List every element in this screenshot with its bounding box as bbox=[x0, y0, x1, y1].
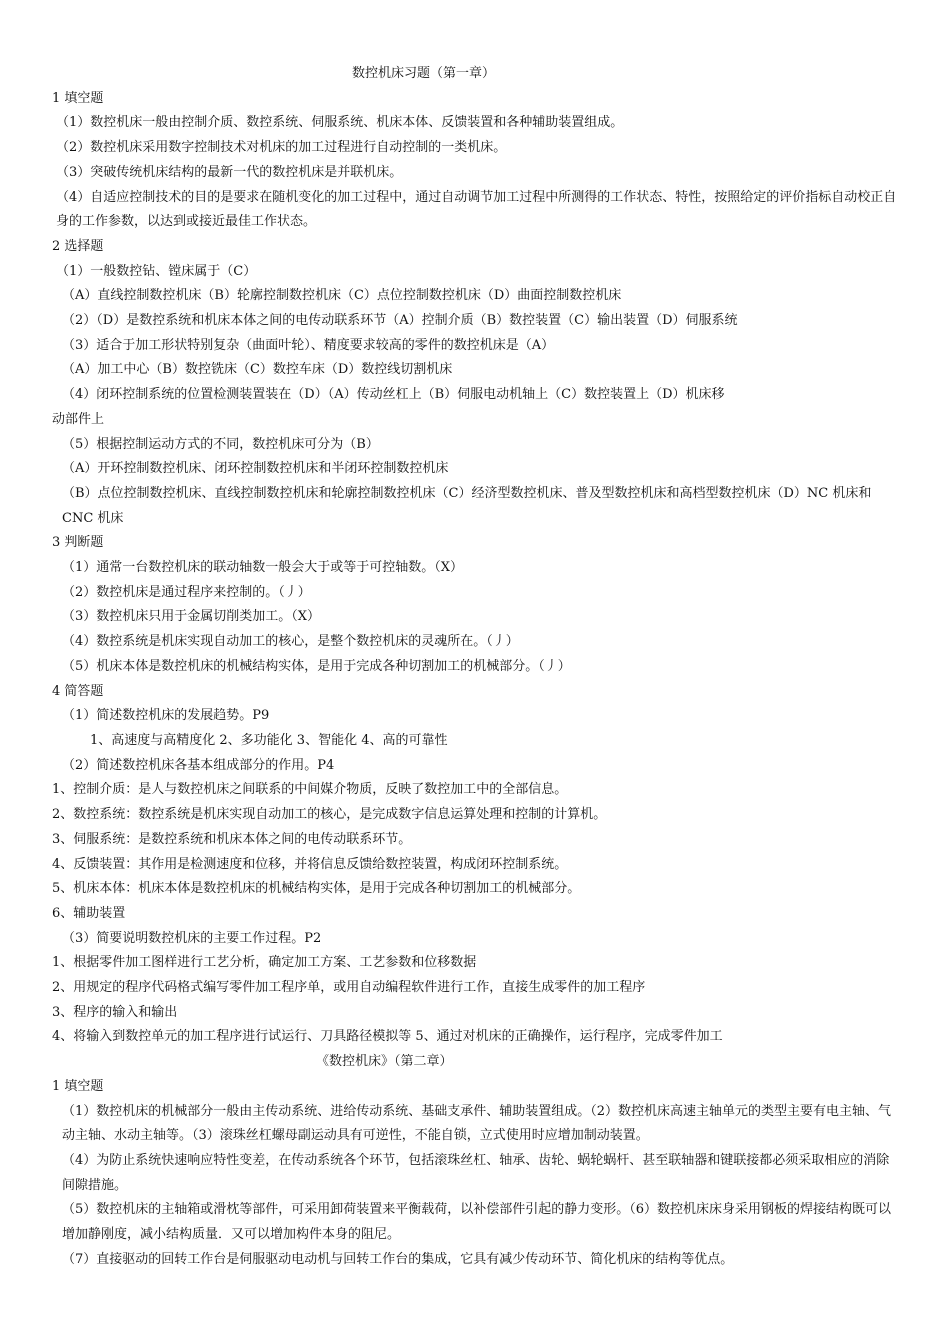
section-heading-fill-blank: 1 填空题 bbox=[52, 90, 104, 106]
paragraph-text: （7）直接驱动的回转工作台是伺服驱动电动机与回转工作台的集成，它具有减少传动环节、简化机床的结构等优点。 bbox=[62, 1251, 734, 1267]
answer-text: 2、用规定的程序代码格式编写零件加工程序单，或用自动编程软件进行工作，直接生成零件的加工程序 bbox=[52, 980, 646, 996]
answer-text: 1、根据零件加工图样进行工艺分析，确定加工方案、工艺参数和位移数据 bbox=[52, 955, 477, 971]
chapter1-title: 数控机床习题（第一章） bbox=[352, 66, 496, 81]
answer-text: 6、辅助装置 bbox=[52, 905, 126, 921]
section-heading-true-false: 3 判断题 bbox=[52, 535, 104, 551]
section-heading-fill-blank: 1 填空题 bbox=[52, 1078, 104, 1094]
answer-text: 3、伺服系统：是数控系统和机床本体之间的电传动联系环节。 bbox=[52, 831, 412, 847]
question-text: （1）通常一台数控机床的联动轴数一般会大于或等于可控轴数。（X） bbox=[62, 560, 464, 576]
paragraph-text: （4）为防止系统快速响应特性变差，在传动系统各个环节，包括滚珠丝杠、轴承、齿轮、蜗轮蜗杆、甚至联轴器和键联接都必须采取相应的消除间隙措施。 bbox=[62, 1152, 890, 1193]
answer-text: 4、反馈装置：其作用是检测速度和位移，并将信息反馈给数控装置，构成闭环控制系统。 bbox=[52, 856, 568, 872]
question-text: （4）自适应控制技术的目的是要求在随机变化的加工过程中，通过自动调节加工过程中所测得的工作状态、特性，按照给定的评价指标自动校正自身的工作参数，以达到或接近最佳工作状态。 bbox=[56, 189, 897, 230]
question-text: （1）简述数控机床的发展趋势。P9 bbox=[62, 708, 270, 724]
paragraph-text: （5）数控机床的主轴箱或滑枕等部件，可采用卸荷装置来平衡载荷，以补偿部件引起的静力变形。（6）数控机床床身采用钢板的焊接结构既可以增加静刚度，减小结构质量．又可以增加构件本身的阻尼。 bbox=[62, 1202, 892, 1243]
answer-text: 1、控制介质：是人与数控机床之间联系的中间媒介物质，反映了数控加工中的全部信息。 bbox=[52, 782, 568, 798]
question-options: （A）开环控制数控机床、闭环控制数控机床和半闭环控制数控机床 bbox=[62, 461, 449, 477]
question-text: （5）机床本体是数控机床的机械结构实体，是用于完成各种切割加工的机械部分。（丿） bbox=[62, 658, 571, 674]
question-text: （4）闭环控制系统的位置检测装置装在（D）（A）传动丝杠上（B）伺服电动机轴上（C）数控装置上（D）机床移 bbox=[62, 387, 725, 403]
paragraph-text: （1）数控机床的机械部分一般由主传动系统、进给传动系统、基础支承件、辅助装置组成。（2）数控机床高速主轴单元的类型主要有电主轴、气动主轴、水动主轴等。（3）滚珠丝杠螺母副运动具有可逆性，不能自锁，立式使用时应增加制动装置。 bbox=[62, 1103, 892, 1144]
question-text: （2）简述数控机床各基本组成部分的作用。P4 bbox=[62, 757, 335, 773]
question-text: （4）数控系统是机床实现自动加工的核心，是整个数控机床的灵魂所在。（丿） bbox=[62, 634, 519, 650]
document-body bbox=[52, 62, 902, 1272]
question-options: （A）加工中心（B）数控铣床（C）数控车床（D）数控线切割机床 bbox=[62, 362, 453, 378]
question-options: （B）点位控制数控机床、直线控制数控机床和轮廓控制数控机床（C）经济型数控机床、普及型数控机床和高档型数控机床（D）NC 机床和 CNC 机床 bbox=[62, 485, 872, 526]
section-heading-short-answer: 4 简答题 bbox=[52, 683, 104, 699]
chapter2-title: 《数控机床》（第二章） bbox=[316, 1054, 453, 1070]
question-text: （3）适合于加工形状特别复杂（曲面叶轮）、精度要求较高的零件的数控机床是（A） bbox=[62, 337, 555, 353]
answer-text: 5、机床本体：机床本体是数控机床的机械结构实体，是用于完成各种切割加工的机械部分。 bbox=[52, 881, 581, 897]
question-text-continued: 动部件上 bbox=[52, 411, 105, 427]
question-text: （2）数控机床是通过程序来控制的。（丿） bbox=[62, 584, 311, 600]
answer-text: 1、高速度与高精度化 2、多功能化 3、智能化 4、高的可靠性 bbox=[90, 732, 448, 748]
question-text: （2）（D）是数控系统和机床本体之间的电传动联系环节（A）控制介质（B）数控装置（C）输出装置（D）伺服系统 bbox=[62, 313, 738, 329]
question-text: （1）一般数控钻、镗床属于（C） bbox=[56, 263, 257, 279]
question-text: （3）简要说明数控机床的主要工作过程。P2 bbox=[62, 930, 322, 946]
question-text: （3）数控机床只用于金属切削类加工。（X） bbox=[62, 609, 321, 625]
answer-text: 4、将输入到数控单元的加工程序进行试运行、刀具路径模拟等 5、通过对机床的正确操作，运行程序，完成零件加工 bbox=[52, 1029, 723, 1045]
question-text: （3）突破传统机床结构的最新一代的数控机床是并联机床。 bbox=[56, 164, 403, 180]
question-text: （2）数控机床采用数字控制技术对机床的加工过程进行自动控制的一类机床。 bbox=[56, 140, 507, 156]
question-options: （A）直线控制数控机床（B）轮廓控制数控机床（C）点位控制数控机床（D）曲面控制数控机床 bbox=[62, 288, 622, 304]
question-text: （1）数控机床一般由控制介质、数控系统、伺服系统、机床本体、反馈装置和各种辅助装置组成。 bbox=[56, 115, 624, 131]
answer-text: 2、数控系统：数控系统是机床实现自动加工的核心，是完成数字信息运算处理和控制的计算机。 bbox=[52, 807, 607, 823]
section-heading-choice: 2 选择题 bbox=[52, 238, 104, 254]
answer-text: 3、程序的输入和输出 bbox=[52, 1004, 178, 1020]
question-text: （5）根据控制运动方式的不同，数控机床可分为（B） bbox=[62, 436, 379, 452]
